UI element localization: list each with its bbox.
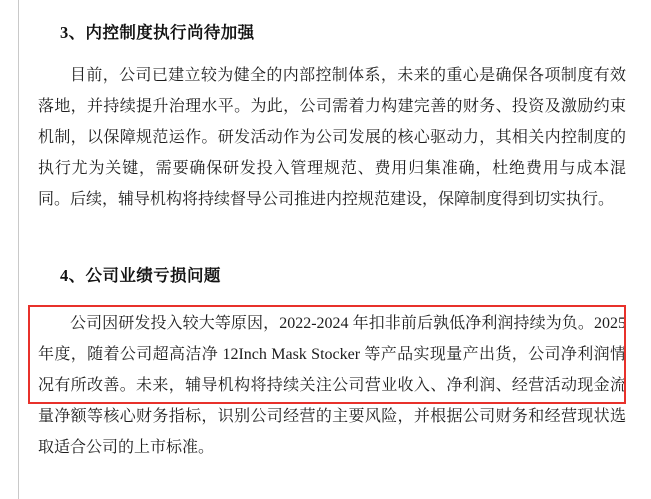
section-paragraph-3: 目前，公司已建立较为健全的内部控制体系，未来的重心是确保各项制度有效落地，并持续提升治理水平。为此，公司需着力构建完善的财务、投资及激励约束机制，以保障规范运作。研发活动作为公司发展的核心驱动力，其相关内控制度的执行尤为关键，需要确保研发投入管理规范、费用归集准确，杜绝费用与成本混同。后续，辅导机构将持续督导公司推进内控规范建设，保障制度得到切实执行。	[38, 67, 626, 208]
document-content	[38, 0, 630, 456]
section-paragraph-4: 公司因研发投入较大等原因，2022-2024 年扣非前后孰低净利润持续为负。2025 年度，随着公司超高洁净 12Inch Mask Stocker 等产品实现量产出货，公司净利润情况有所改善。未来，辅导机构将持续关注公司营业收入、净利润、经营活动现金流量净额等核心财务指标，识别公司经营的主要风险，并根据公司财务和经营现状选取适合公司的上市标准。	[38, 315, 626, 456]
section-heading-3: 3、内控制度执行尚待加强	[60, 23, 255, 42]
section-4	[38, 262, 630, 463]
section-heading-4: 4、公司业绩亏损问题	[60, 266, 221, 285]
page-left-margin-rule	[18, 0, 19, 499]
